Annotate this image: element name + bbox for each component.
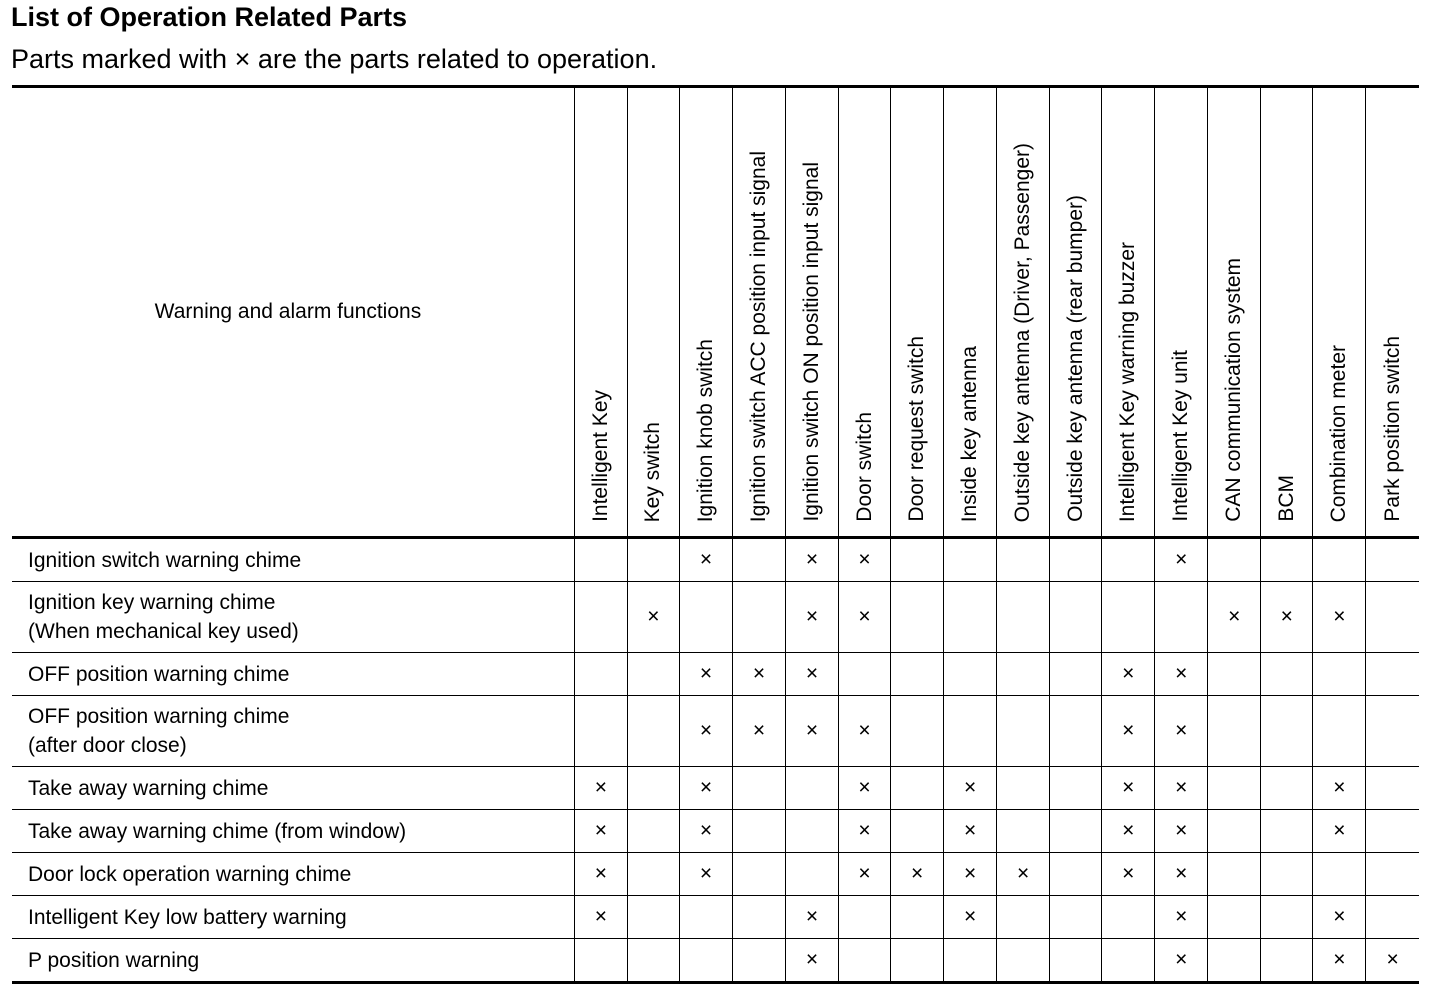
related-part-mark: × [699, 719, 713, 742]
table-row [12, 582, 1419, 653]
mark-cell [1261, 653, 1313, 696]
mark-cell [1208, 538, 1261, 582]
related-part-mark: × [805, 548, 819, 571]
mark-cell [1208, 896, 1261, 939]
mark-cell [997, 767, 1050, 810]
part-header-door-request-switch [891, 87, 944, 538]
mark-cell [1050, 582, 1102, 653]
related-part-mark: × [594, 862, 608, 885]
mark-cell [1313, 853, 1366, 896]
related-part-mark: × [805, 905, 819, 928]
mark-cell [944, 896, 997, 939]
mark-cell [574, 767, 627, 810]
mark-cell [786, 853, 839, 896]
mark-cell [786, 810, 839, 853]
part-header-intelligent-key [574, 87, 627, 538]
mark-cell [944, 810, 997, 853]
function-name-cell [12, 810, 574, 853]
mark-cell [1366, 939, 1419, 983]
mark-cell [732, 767, 785, 810]
related-part-mark: × [858, 819, 871, 842]
related-part-mark: × [963, 862, 977, 885]
related-part-mark: × [1175, 819, 1188, 842]
related-part-mark: × [805, 719, 819, 742]
mark-cell [1102, 939, 1155, 983]
mark-cell [997, 810, 1050, 853]
mark-cell [891, 896, 944, 939]
related-part-mark: × [594, 905, 608, 928]
related-part-mark: × [963, 905, 977, 928]
mark-cell [732, 853, 785, 896]
function-name-line: Ignition switch warning chime [28, 548, 302, 572]
mark-cell [1366, 653, 1419, 696]
part-header-bcm [1261, 87, 1313, 538]
part-header-label: BCM [1274, 475, 1298, 522]
mark-cell [786, 538, 839, 582]
related-part-mark: × [1175, 776, 1188, 799]
part-header-label: Key switch [641, 421, 665, 522]
mark-cell [1208, 853, 1261, 896]
table-row [12, 896, 1419, 939]
mark-cell [1050, 896, 1102, 939]
mark-cell [1208, 767, 1261, 810]
related-part-mark: × [858, 862, 871, 885]
function-name-cell [12, 853, 574, 896]
mark-cell [839, 896, 891, 939]
mark-cell [839, 653, 891, 696]
part-header-label: Intelligent Key [588, 390, 612, 522]
mark-cell [1366, 810, 1419, 853]
mark-cell [891, 538, 944, 582]
function-name-cell [12, 653, 574, 696]
related-part-mark: × [1122, 862, 1135, 885]
related-part-mark: × [1175, 948, 1188, 971]
related-part-mark: × [1333, 905, 1346, 928]
related-part-mark: × [752, 719, 766, 742]
mark-cell [1366, 538, 1419, 582]
mark-cell [944, 939, 997, 983]
related-part-mark: × [699, 862, 713, 885]
part-header-outside-key-antenna-driver-passenger [997, 87, 1050, 538]
page-subtitle: Parts marked with × are the parts related to operation. [11, 44, 658, 74]
mark-cell [1366, 853, 1419, 896]
related-part-mark: × [858, 548, 871, 571]
mark-cell [732, 939, 785, 983]
table-row [12, 939, 1419, 983]
related-part-mark: × [594, 776, 608, 799]
mark-cell [891, 696, 944, 767]
mark-cell [839, 696, 891, 767]
part-header-label: Outside key antenna (Driver, Passenger) [1011, 142, 1035, 522]
mark-cell [732, 896, 785, 939]
mark-cell [732, 653, 785, 696]
mark-cell [1102, 767, 1155, 810]
table-row [12, 810, 1419, 853]
mark-cell [627, 696, 679, 767]
mark-cell [574, 853, 627, 896]
mark-cell [627, 939, 679, 983]
function-name-line: OFF position warning chime [28, 662, 290, 686]
mark-cell [1261, 696, 1313, 767]
related-part-mark: × [1175, 662, 1188, 685]
related-part-mark: × [594, 819, 608, 842]
mark-cell [839, 810, 891, 853]
mark-cell [1261, 538, 1313, 582]
related-part-mark: × [1333, 948, 1346, 971]
related-part-mark: × [1386, 948, 1399, 971]
part-header-ignition-switch-on-position-input-signal [786, 87, 839, 538]
mark-cell [1366, 696, 1419, 767]
mark-cell [574, 939, 627, 983]
mark-cell [1313, 653, 1366, 696]
part-header-label: CAN communication system [1222, 258, 1246, 522]
table-row [12, 853, 1419, 896]
mark-cell [891, 767, 944, 810]
mark-cell [732, 538, 785, 582]
related-part-mark: × [1122, 776, 1135, 799]
table-body [12, 538, 1419, 983]
mark-cell [574, 896, 627, 939]
mark-cell [891, 810, 944, 853]
mark-cell [891, 653, 944, 696]
mark-cell [1261, 939, 1313, 983]
mark-cell [679, 767, 732, 810]
related-part-mark: × [1122, 662, 1135, 685]
part-header-inside-key-antenna [944, 87, 997, 538]
mark-cell [574, 696, 627, 767]
related-part-mark: × [1333, 776, 1346, 799]
function-name-line: Ignition key warning chime [28, 591, 276, 614]
mark-cell [1313, 696, 1366, 767]
part-header-ignition-switch-acc-position-input-signal [732, 87, 785, 538]
function-name-cell [12, 767, 574, 810]
mark-cell [839, 538, 891, 582]
function-name-cell [12, 896, 574, 939]
part-header-label: Ignition switch ON position input signal [800, 162, 824, 522]
mark-cell [1155, 939, 1208, 983]
mark-cell [997, 582, 1050, 653]
mark-cell [1155, 538, 1208, 582]
mark-cell [732, 582, 785, 653]
related-part-mark: × [805, 948, 819, 971]
mark-cell [1102, 653, 1155, 696]
related-part-mark: × [963, 819, 977, 842]
mark-cell [627, 896, 679, 939]
mark-cell [891, 853, 944, 896]
related-part-mark: × [963, 776, 977, 799]
part-header-label: Park position switch [1380, 336, 1404, 522]
function-name-line: P position warning [28, 948, 200, 972]
part-header-can-communication-system [1208, 87, 1261, 538]
mark-cell [1366, 582, 1419, 653]
mark-cell [1102, 810, 1155, 853]
mark-cell [1050, 810, 1102, 853]
mark-cell [1261, 767, 1313, 810]
part-header-label: Ignition knob switch [693, 338, 717, 522]
table-row [12, 767, 1419, 810]
mark-cell [786, 896, 839, 939]
related-part-mark: × [699, 819, 713, 842]
mark-cell [1208, 939, 1261, 983]
mark-cell [997, 896, 1050, 939]
mark-cell [679, 582, 732, 653]
part-header-label: Outside key antenna (rear bumper) [1063, 195, 1087, 522]
part-header-outside-key-antenna-rear-bumper [1050, 87, 1102, 538]
part-header-combination-meter [1313, 87, 1366, 538]
part-header-label: Intelligent Key unit [1169, 350, 1193, 522]
mark-cell [786, 653, 839, 696]
related-part-mark: × [699, 662, 713, 685]
function-name-line: (after door close) [28, 734, 187, 757]
mark-cell [1313, 939, 1366, 983]
table-row [12, 653, 1419, 696]
function-name-cell [12, 696, 574, 767]
function-name-line: OFF position warning chime [28, 705, 290, 728]
mark-cell [679, 538, 732, 582]
mark-cell [1102, 696, 1155, 767]
mark-cell [679, 810, 732, 853]
function-name-line: Intelligent Key low battery warning [28, 905, 347, 929]
mark-cell [574, 653, 627, 696]
mark-cell [732, 696, 785, 767]
related-part-mark: × [699, 776, 713, 799]
mark-cell [1313, 810, 1366, 853]
function-name-line: Door lock operation warning chime [28, 862, 352, 886]
mark-cell [627, 767, 679, 810]
table-row [12, 696, 1419, 767]
mark-cell [627, 538, 679, 582]
mark-cell [679, 939, 732, 983]
part-header-park-position-switch [1366, 87, 1419, 538]
mark-cell [1366, 767, 1419, 810]
part-header-key-switch [627, 87, 679, 538]
related-part-mark: × [1175, 905, 1188, 928]
mark-cell [1366, 896, 1419, 939]
page-title: List of Operation Related Parts [11, 2, 408, 32]
mark-cell [1208, 582, 1261, 653]
related-part-mark: × [858, 776, 871, 799]
mark-cell [891, 582, 944, 653]
mark-cell [1313, 767, 1366, 810]
related-part-mark: × [1175, 548, 1188, 571]
mark-cell [1155, 767, 1208, 810]
part-header-label: Intelligent Key warning buzzer [1116, 241, 1140, 522]
part-header-door-switch [839, 87, 891, 538]
mark-cell [627, 853, 679, 896]
mark-cell [997, 853, 1050, 896]
related-part-mark: × [1333, 819, 1346, 842]
mark-cell [1208, 653, 1261, 696]
mark-cell [944, 538, 997, 582]
mark-cell [1050, 538, 1102, 582]
mark-cell [679, 696, 732, 767]
function-name-cell [12, 582, 574, 653]
mark-cell [1102, 896, 1155, 939]
related-part-mark: × [699, 548, 713, 571]
related-part-mark: × [1017, 862, 1030, 885]
mark-cell [679, 896, 732, 939]
mark-cell [1050, 939, 1102, 983]
part-header-ignition-knob-switch [679, 87, 732, 538]
table-header-row [12, 87, 1419, 538]
mark-cell [786, 696, 839, 767]
related-part-mark: × [1280, 605, 1293, 628]
mark-cell [1102, 538, 1155, 582]
mark-cell [944, 767, 997, 810]
mark-cell [1155, 853, 1208, 896]
related-part-mark: × [910, 862, 924, 885]
mark-cell [1261, 853, 1313, 896]
mark-cell [1155, 653, 1208, 696]
mark-cell [997, 696, 1050, 767]
mark-cell [1261, 582, 1313, 653]
function-name-cell [12, 538, 574, 582]
mark-cell [839, 582, 891, 653]
mark-cell [1050, 853, 1102, 896]
mark-cell [786, 767, 839, 810]
mark-cell [891, 939, 944, 983]
mark-cell [839, 939, 891, 983]
mark-cell [944, 653, 997, 696]
related-part-mark: × [1228, 605, 1241, 628]
related-part-mark: × [647, 605, 660, 628]
mark-cell [1313, 896, 1366, 939]
mark-cell [574, 582, 627, 653]
mark-cell [1313, 582, 1366, 653]
mark-cell [627, 653, 679, 696]
mark-cell [1208, 696, 1261, 767]
mark-cell [997, 653, 1050, 696]
mark-cell [627, 810, 679, 853]
mark-cell [679, 853, 732, 896]
mark-cell [732, 810, 785, 853]
operation-parts-table [12, 85, 1419, 984]
related-part-mark: × [858, 605, 871, 628]
mark-cell [944, 696, 997, 767]
mark-cell [944, 582, 997, 653]
part-header-label: Door request switch [905, 336, 929, 522]
related-part-mark: × [858, 719, 871, 742]
mark-cell [1155, 810, 1208, 853]
part-header-label: Combination meter [1327, 344, 1351, 522]
related-part-mark: × [805, 605, 819, 628]
mark-cell [1050, 767, 1102, 810]
mark-cell [1102, 582, 1155, 653]
table-row [12, 538, 1419, 582]
mark-cell [1155, 896, 1208, 939]
mark-cell [1313, 538, 1366, 582]
related-part-mark: × [1175, 719, 1188, 742]
mark-cell [1155, 696, 1208, 767]
related-part-mark: × [752, 662, 766, 685]
mark-cell [997, 538, 1050, 582]
mark-cell [1261, 896, 1313, 939]
part-header-intelligent-key-unit [1155, 87, 1208, 538]
part-header-label: Ignition switch ACC position input signal [747, 150, 770, 522]
part-header-label: Inside key antenna [958, 345, 982, 522]
mark-cell [574, 810, 627, 853]
mark-cell [1155, 582, 1208, 653]
function-name-line: Take away warning chime [28, 776, 269, 800]
function-name-line: Take away warning chime (from window) [28, 819, 407, 843]
mark-cell [574, 538, 627, 582]
related-part-mark: × [1333, 605, 1346, 628]
part-header-label: Door switch [852, 412, 876, 522]
mark-cell [1102, 853, 1155, 896]
functions-column-header: Warning and alarm functions [12, 87, 574, 538]
mark-cell [679, 653, 732, 696]
mark-cell [627, 582, 679, 653]
related-part-mark: × [1175, 862, 1188, 885]
function-name-line: (When mechanical key used) [28, 620, 299, 643]
mark-cell [839, 767, 891, 810]
mark-cell [1050, 696, 1102, 767]
related-part-mark: × [1122, 819, 1135, 842]
function-name-cell [12, 939, 574, 983]
mark-cell [944, 853, 997, 896]
mark-cell [786, 939, 839, 983]
mark-cell [997, 939, 1050, 983]
mark-cell [786, 582, 839, 653]
related-part-mark: × [805, 662, 819, 685]
mark-cell [839, 853, 891, 896]
related-part-mark: × [1122, 719, 1135, 742]
mark-cell [1261, 810, 1313, 853]
mark-cell [1050, 653, 1102, 696]
part-header-intelligent-key-warning-buzzer [1102, 87, 1155, 538]
mark-cell [1208, 810, 1261, 853]
